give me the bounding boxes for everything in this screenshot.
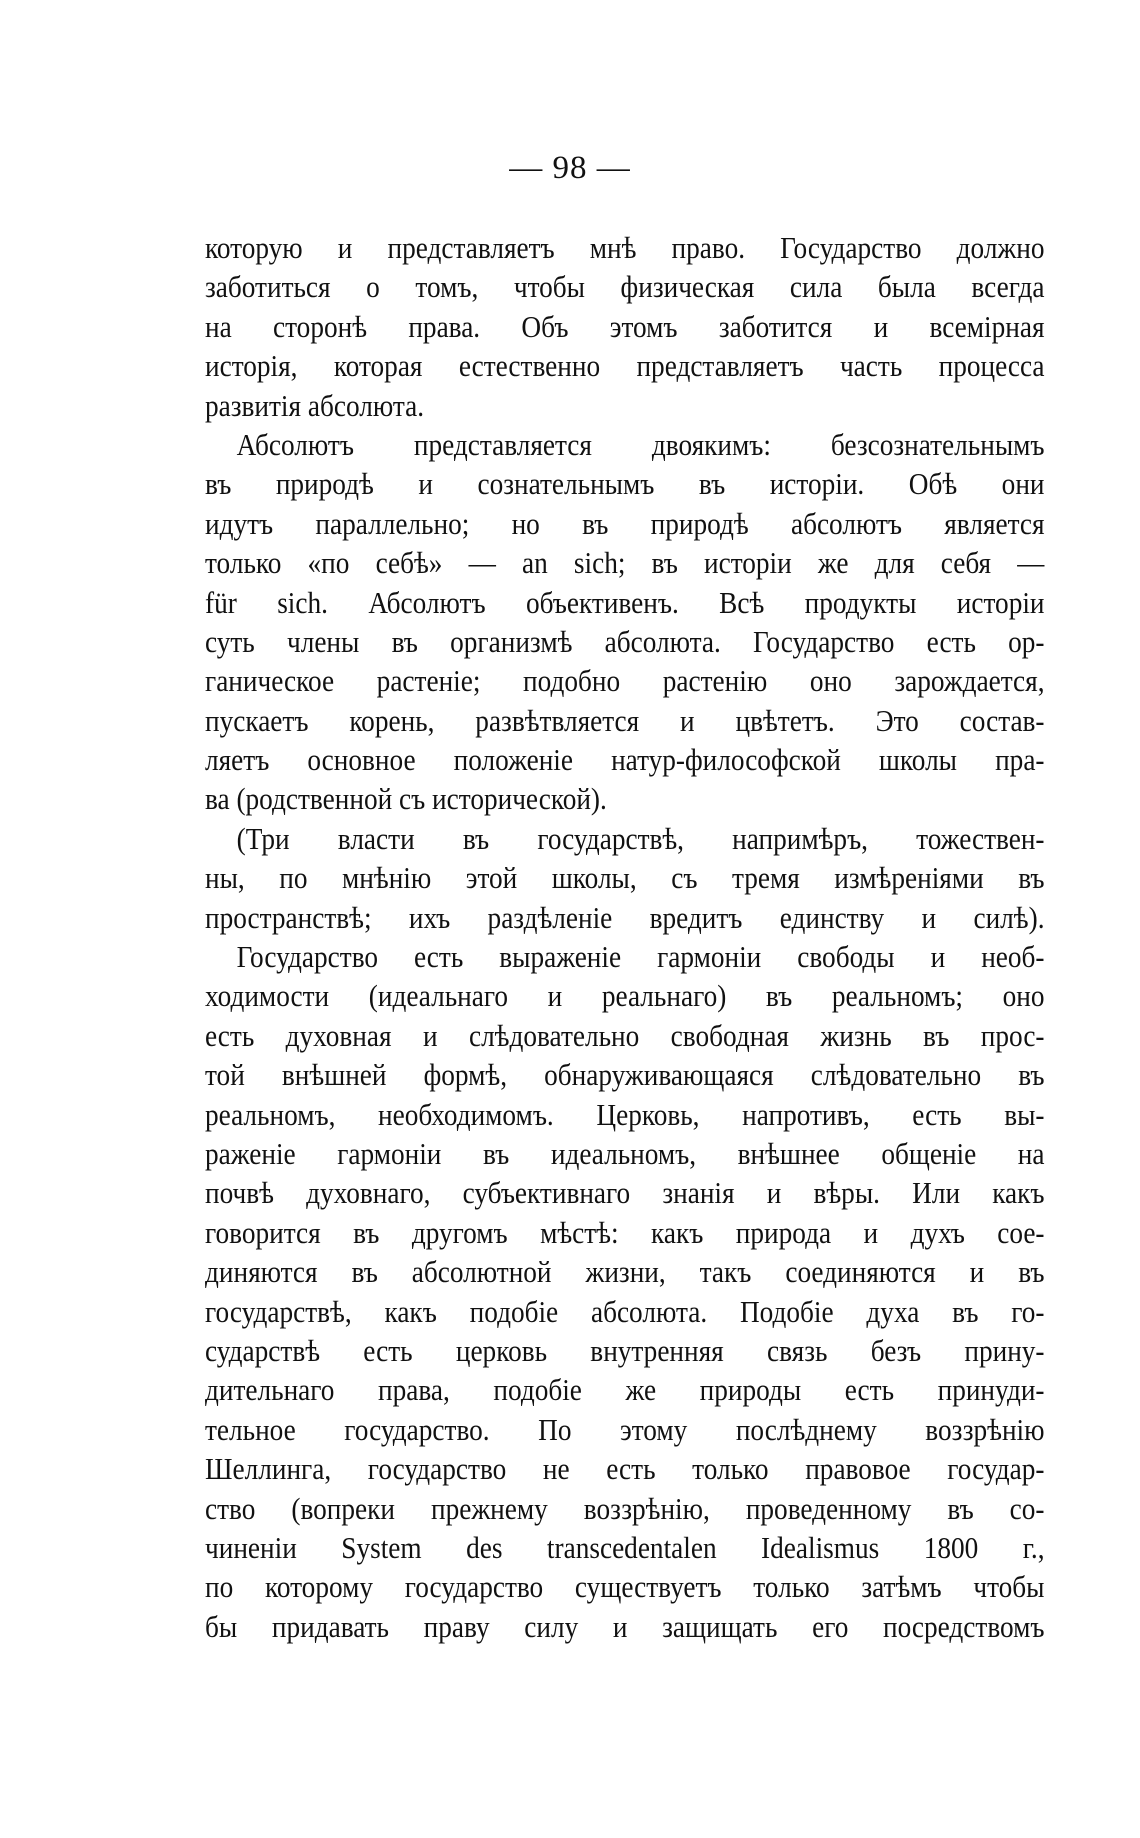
text-line: пространствѣ; ихъ раздѣленіе вредитъ единству и силѣ).	[205, 899, 1045, 935]
text-line: по которому государство существуетъ только затѣмъ чтобы	[205, 1569, 1045, 1605]
text-line: пускаетъ корень, развѣтвляется и цвѣтетъ. Это состав-	[205, 702, 1045, 738]
text-line: идутъ параллельно; но въ природѣ абсолютъ является	[205, 505, 1045, 541]
text-line: суть члены въ организмѣ абсолюта. Государство есть ор-	[205, 623, 1045, 659]
text-line: реальномъ, необходимомъ. Церковь, напротивъ, есть вы-	[205, 1096, 1045, 1132]
text-line: Абсолютъ представляется двоякимъ: безсознательнымъ	[236, 426, 1045, 462]
text-line: заботиться о томъ, чтобы физическая сила была всегда	[205, 269, 1045, 305]
text-line: чиненіи System des transcedentalen Idealismus 1800 г.,	[205, 1529, 1045, 1565]
text-line: дительнаго права, подобіе же природы есть принуди-	[205, 1372, 1045, 1408]
text-line: есть духовная и слѣдовательно свободная жизнь въ прос-	[205, 1017, 1045, 1053]
text-line: сударствѣ есть церковь внутренняя связь безъ прину-	[205, 1332, 1045, 1368]
page-number: — 98 —	[509, 150, 631, 186]
text-line: бы придавать праву силу и защищать его посредствомъ	[205, 1608, 1045, 1644]
text-line: Государство есть выраженіе гармоніи свободы и необ-	[236, 939, 1045, 975]
text-line: исторія, которая естественно представляетъ часть процесса	[205, 348, 1045, 384]
text-line: ны, по мнѣнію этой школы, съ тремя измѣреніями въ	[205, 860, 1045, 896]
text-line: ходимости (идеальнаго и реальнаго) въ реальномъ; оно	[205, 978, 1045, 1014]
text-line: той внѣшней формѣ, обнаруживающаяся слѣдовательно въ	[205, 1057, 1045, 1093]
text-line: на сторонѣ права. Объ этомъ заботится и всемірная	[205, 308, 1045, 344]
text-line: которую и представляетъ мнѣ право. Государство должно	[205, 230, 1045, 265]
text-line: въ природѣ и сознательнымъ въ исторіи. Обѣ они	[205, 466, 1045, 502]
text-line: диняются въ абсолютной жизни, такъ соединяются и въ	[205, 1254, 1045, 1290]
text-line: ва (родственной съ исторической).	[205, 781, 607, 817]
text-line: говорится въ другомъ мѣстѣ: какъ природа и духъ сое-	[205, 1214, 1045, 1250]
text-line: Шеллинга, государство не есть только правовое государ-	[205, 1451, 1045, 1487]
text-line: раженіе гармоніи въ идеальномъ, внѣшнее общеніе на	[205, 1135, 1045, 1171]
text-line: ляетъ основное положеніе натур-философской школы пра-	[205, 742, 1045, 778]
text-line: почвѣ духовнаго, субъективнаго знанія и вѣры. Или какъ	[205, 1175, 1045, 1211]
text-line: развитія абсолюта.	[205, 387, 425, 423]
text-line: только «по себѣ» — an sich; въ исторіи же для себя —	[205, 545, 1045, 581]
text-line: государствѣ, какъ подобіе абсолюта. Подобіе духа въ го-	[205, 1293, 1045, 1329]
text-line: ство (вопреки прежнему воззрѣнію, проведенному въ со-	[205, 1490, 1045, 1526]
text-line: ганическое растеніе; подобно растенію оно зарождается,	[205, 663, 1045, 699]
text-line: für sich. Абсолютъ объективенъ. Всѣ продукты исторіи	[205, 584, 1045, 620]
text-line: (Три власти въ государствѣ, напримѣръ, тожествен-	[236, 820, 1045, 856]
text-line: тельное государство. По этому послѣднему воззрѣнію	[205, 1411, 1045, 1447]
page-body	[205, 228, 1045, 1646]
